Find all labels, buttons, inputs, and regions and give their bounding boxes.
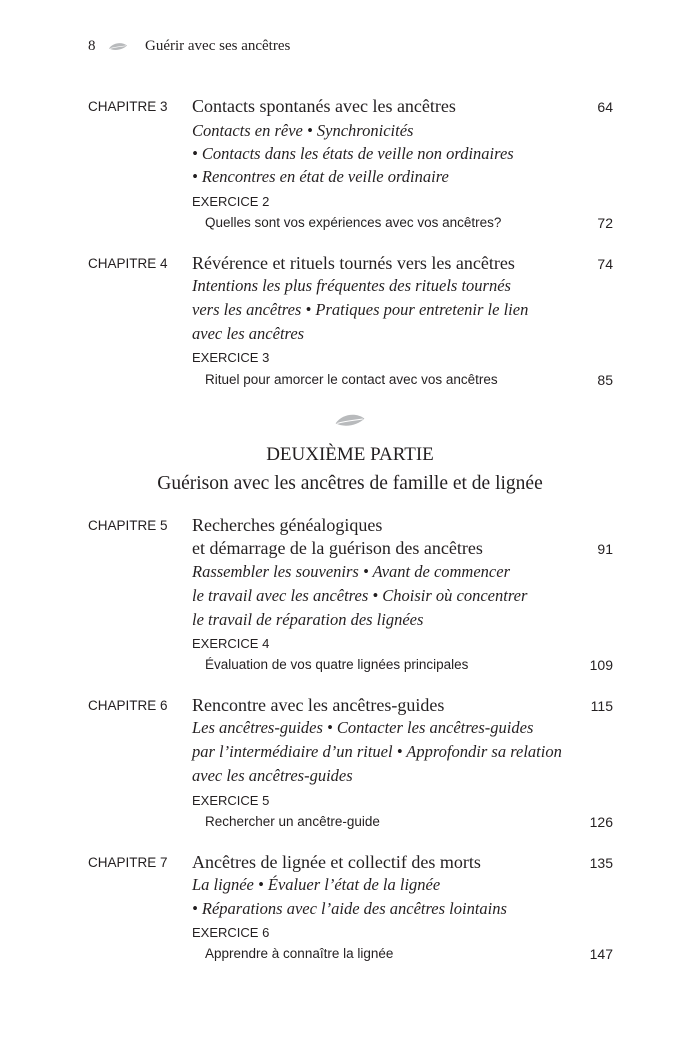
chapter-subtopic-line: avec les ancêtres-guides (192, 766, 353, 785)
exercise-label: EXERCICE 2 (192, 194, 270, 209)
part-subtitle: Guérison avec les ancêtres de famille et de lignée (157, 473, 543, 494)
chapter-subtopic-line: • Contacts dans les états de veille non ordinaires (192, 144, 514, 163)
exercise-page-number: 126 (589, 814, 613, 830)
chapter-page-number: 74 (597, 256, 613, 272)
chapter-title: Ancêtres de lignée et collectif des morts (192, 852, 481, 872)
chapter-subtopic-line: vers les ancêtres • Pratiques pour entretenir le lien (192, 300, 529, 319)
chapter-subtopic-line: le travail avec les ancêtres • Choisir où concentrer (192, 586, 528, 605)
exercise-label: EXERCICE 3 (192, 350, 270, 365)
exercise-label: EXERCICE 5 (192, 793, 270, 808)
page-number: 8 (88, 38, 96, 54)
chapter-page-number: 64 (597, 99, 613, 115)
chapter-label: CHAPITRE 5 (88, 518, 168, 533)
part-heading: DEUXIÈME PARTIE (266, 444, 434, 465)
chapter-label: CHAPITRE 6 (88, 698, 168, 713)
chapter-label: CHAPITRE 4 (88, 256, 168, 271)
chapter-title: Contacts spontanés avec les ancêtres (192, 96, 456, 116)
chapter-title: Recherches généalogiques (192, 515, 383, 535)
exercise-page-number: 147 (589, 946, 613, 962)
exercise-page-number: 72 (597, 215, 613, 231)
exercise-title[interactable]: Quelles sont vos expériences avec vos ancêtres? (205, 215, 502, 230)
chapter-page-number: 135 (589, 855, 613, 871)
chapter-subtopic-line: le travail de réparation des lignées (192, 610, 424, 629)
exercise-page-number: 85 (597, 372, 613, 388)
exercise-label: EXERCICE 4 (192, 636, 270, 651)
book-title: Guérir avec ses ancêtres (145, 38, 291, 54)
chapter-subtopic-line: Rassembler les souvenirs • Avant de commencer (192, 562, 510, 581)
exercise-title[interactable]: Rechercher un ancêtre-guide (205, 814, 380, 829)
chapter-subtopic-line: Contacts en rêve • Synchronicités (192, 121, 414, 140)
chapter-title-continued: et démarrage de la guérison des ancêtres (192, 538, 483, 558)
chapter-label: CHAPITRE 3 (88, 99, 168, 114)
chapter-subtopic-line: Intentions les plus fréquentes des rituels tournés (192, 276, 511, 295)
exercise-label: EXERCICE 6 (192, 925, 270, 940)
chapter-subtopic-line: La lignée • Évaluer l’état de la lignée (192, 875, 441, 894)
exercise-page-number: 109 (589, 657, 613, 673)
chapter-page-number: 91 (597, 541, 613, 557)
exercise-title[interactable]: Évaluation de vos quatre lignées principales (205, 657, 469, 672)
exercise-title[interactable]: Rituel pour amorcer le contact avec vos ancêtres (205, 372, 498, 387)
chapter-subtopic-line: par l’intermédiaire d’un rituel • Approfondir sa relation (192, 742, 562, 761)
exercise-title[interactable]: Apprendre à connaître la lignée (205, 946, 394, 961)
chapter-subtopic-line: Les ancêtres-guides • Contacter les ancêtres-guides (192, 718, 534, 737)
leaf-icon (334, 412, 366, 430)
chapter-title: Rencontre avec les ancêtres-guides (192, 695, 445, 715)
chapter-subtopic-line: • Rencontres en état de veille ordinaire (192, 167, 449, 186)
chapter-subtopic-line: • Réparations avec l’aide des ancêtres lointains (192, 899, 507, 918)
chapter-title: Révérence et rituels tournés vers les ancêtres (192, 253, 515, 273)
chapter-label: CHAPITRE 7 (88, 855, 168, 870)
chapter-subtopic-line: avec les ancêtres (192, 324, 305, 343)
leaf-icon (108, 41, 128, 53)
chapter-page-number: 115 (590, 698, 613, 714)
